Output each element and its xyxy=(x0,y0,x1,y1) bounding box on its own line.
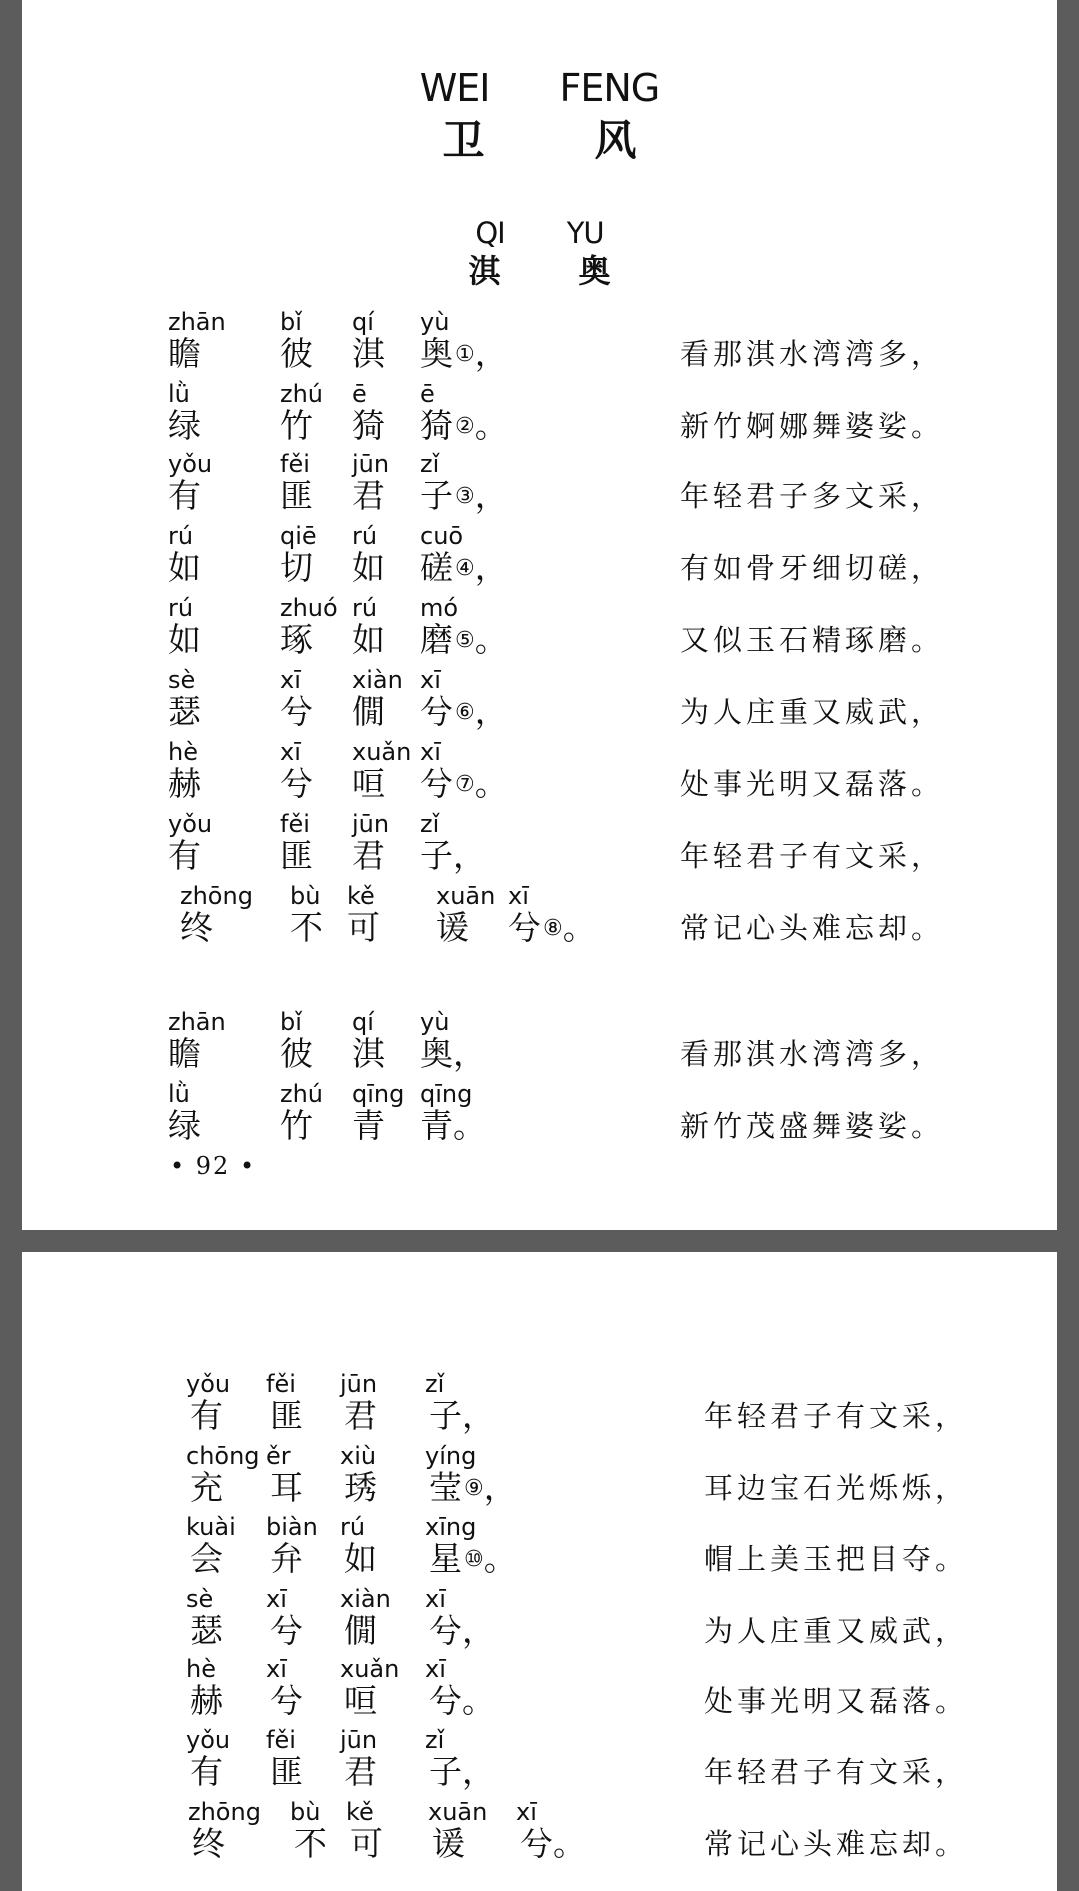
pinyin-syllable: rú xyxy=(340,1513,366,1541)
punctuation: ， xyxy=(483,1468,517,1507)
hanzi-character: 兮 xyxy=(270,1681,303,1720)
poem-line xyxy=(22,1585,1057,1657)
punctuation: 。 xyxy=(474,406,508,445)
hanzi-character: 君 xyxy=(352,476,385,515)
hanzi-character: 兮， xyxy=(429,1611,495,1650)
poem-line xyxy=(22,594,1057,666)
hanzi-character: 琢 xyxy=(280,620,313,659)
pinyin-syllable: xī xyxy=(280,666,301,694)
pinyin-syllable: sè xyxy=(168,666,196,694)
pinyin-syllable: xī xyxy=(516,1798,537,1826)
poem-title-hanzi-qi: 淇 xyxy=(468,252,501,290)
pinyin-syllable: zhú xyxy=(280,1080,324,1108)
hanzi-character: 子， xyxy=(429,1752,495,1791)
poem-title-pinyin-yu: YU xyxy=(566,216,604,250)
hanzi-character: 竹 xyxy=(280,1106,313,1145)
pinyin-syllable: mó xyxy=(420,594,459,622)
pinyin-syllable: kuài xyxy=(186,1513,236,1541)
pinyin-syllable: fěi xyxy=(280,450,310,478)
hanzi-character: 充 xyxy=(190,1468,223,1507)
hanzi-character: 有 xyxy=(168,476,201,515)
modern-translation: 常记心头难忘却。 xyxy=(704,1827,969,1861)
pinyin-syllable: yǒu xyxy=(168,450,213,478)
modern-translation: 年轻君子有文采， xyxy=(704,1399,969,1433)
hanzi-character: 兮。 xyxy=(520,1824,586,1863)
hanzi-character: 瑟 xyxy=(190,1611,223,1650)
pinyin-syllable: qí xyxy=(352,1008,374,1036)
pinyin-syllable: chōng xyxy=(186,1442,260,1470)
poem-line xyxy=(22,308,1057,380)
modern-translation: 常记心头难忘却。 xyxy=(680,911,945,945)
pinyin-syllable: biàn xyxy=(266,1513,318,1541)
hanzi-character: 如 xyxy=(344,1539,377,1578)
hanzi-character: 兮 xyxy=(280,692,313,731)
modern-translation: 帽上美玉把目夺。 xyxy=(704,1542,969,1576)
pinyin-syllable: bù xyxy=(290,882,321,910)
pinyin-syllable: zhuó xyxy=(280,594,338,622)
modern-translation: 看那淇水湾湾多， xyxy=(680,1037,945,1071)
pinyin-syllable: jūn xyxy=(340,1370,378,1398)
pinyin-syllable: rú xyxy=(168,522,194,550)
pinyin-syllable: jūn xyxy=(352,450,390,478)
pinyin-syllable: cuō xyxy=(420,522,464,550)
title-hanzi-wei: 卫 xyxy=(442,116,485,165)
poem-line xyxy=(22,1442,1057,1514)
poem-line xyxy=(22,882,1057,954)
hanzi-character: 有 xyxy=(190,1752,223,1791)
hanzi-character: 咺 xyxy=(344,1681,377,1720)
title-pinyin-wei: WEI xyxy=(419,66,490,110)
hanzi-character: 如 xyxy=(352,620,385,659)
hanzi-character: 匪 xyxy=(270,1396,303,1435)
hanzi-character: 匪 xyxy=(280,476,313,515)
modern-translation: 年轻君子多文采， xyxy=(680,479,945,513)
pinyin-syllable: zǐ xyxy=(420,450,440,478)
punctuation: 。 xyxy=(453,1106,486,1145)
hanzi-character: 青。 xyxy=(420,1106,486,1145)
hanzi-character: 赫 xyxy=(168,764,201,803)
modern-translation: 年轻君子有文采， xyxy=(680,839,945,873)
footnote-marker: ⑩ xyxy=(464,1547,484,1572)
punctuation: ， xyxy=(453,836,486,875)
pinyin-syllable: rú xyxy=(168,594,194,622)
pinyin-syllable: qiē xyxy=(280,522,317,550)
footnote-marker: ⑨ xyxy=(464,1476,484,1501)
book-page-92 xyxy=(22,0,1057,1230)
pinyin-syllable: qīng xyxy=(352,1080,405,1108)
pinyin-syllable: jūn xyxy=(352,810,390,838)
poem-line xyxy=(22,450,1057,522)
hanzi-character: 瑟 xyxy=(168,692,201,731)
poem-line xyxy=(22,522,1057,594)
pinyin-syllable: yù xyxy=(420,1008,450,1036)
pinyin-syllable: ěr xyxy=(266,1442,291,1470)
hanzi-character: 君 xyxy=(344,1396,377,1435)
pinyin-syllable: ē xyxy=(352,380,367,408)
hanzi-character: 兮 xyxy=(280,764,313,803)
hanzi-character: 有 xyxy=(168,836,201,875)
punctuation: 。 xyxy=(474,764,508,803)
hanzi-character: 如 xyxy=(168,548,201,587)
hanzi-character: 切 xyxy=(280,548,313,587)
title-pinyin-feng: FENG xyxy=(559,66,660,110)
pinyin-syllable: xuǎn xyxy=(340,1655,400,1683)
punctuation: ， xyxy=(453,1034,486,1073)
poem-title-pinyin-qi: QI xyxy=(475,216,505,250)
poem-line xyxy=(22,380,1057,452)
hanzi-character: 绿 xyxy=(168,406,201,445)
footnote-marker: ⑥ xyxy=(455,700,475,725)
pinyin-syllable: yǒu xyxy=(186,1370,231,1398)
hanzi-character: 谖 xyxy=(436,908,469,947)
hanzi-character: 赫 xyxy=(190,1681,223,1720)
pinyin-syllable: zhān xyxy=(168,1008,226,1036)
footnote-marker: ① xyxy=(455,342,475,367)
pinyin-syllable: xī xyxy=(280,738,301,766)
hanzi-character: 星⑩。 xyxy=(429,1539,517,1578)
page-number: • 92 • xyxy=(170,1152,257,1180)
modern-translation: 新竹婀娜舞婆娑。 xyxy=(680,409,945,443)
hanzi-character: 猗 xyxy=(352,406,385,445)
poem-line xyxy=(22,1798,1057,1870)
pinyin-syllable: yù xyxy=(420,308,450,336)
hanzi-character: 会 xyxy=(190,1539,223,1578)
pinyin-syllable: rú xyxy=(352,522,378,550)
hanzi-character: 彼 xyxy=(280,1034,313,1073)
footnote-marker: ② xyxy=(455,414,475,439)
poem-line xyxy=(22,738,1057,810)
pinyin-syllable: xuǎn xyxy=(352,738,412,766)
pinyin-syllable: xuān xyxy=(436,882,496,910)
footnote-marker: ⑧ xyxy=(543,916,563,941)
hanzi-character: 奥， xyxy=(420,1034,486,1073)
pinyin-syllable: zǐ xyxy=(425,1370,445,1398)
book-page-continued xyxy=(22,1252,1057,1891)
hanzi-character: 绿 xyxy=(168,1106,201,1145)
pinyin-syllable: yíng xyxy=(425,1442,477,1470)
pinyin-syllable: zhōng xyxy=(180,882,253,910)
hanzi-character: 匪 xyxy=(280,836,313,875)
pinyin-syllable: xīng xyxy=(425,1513,477,1541)
hanzi-character: 淇 xyxy=(352,1034,385,1073)
pinyin-syllable: zhān xyxy=(168,308,226,336)
pinyin-syllable: jūn xyxy=(340,1726,378,1754)
hanzi-character: 兮⑧。 xyxy=(508,908,596,947)
title-pinyin xyxy=(22,66,1057,110)
modern-translation: 新竹茂盛舞婆娑。 xyxy=(680,1109,945,1143)
pinyin-syllable: rú xyxy=(352,594,378,622)
pinyin-syllable: xī xyxy=(420,738,441,766)
modern-translation: 为人庄重又威武， xyxy=(680,695,945,729)
title-hanzi-feng: 风 xyxy=(594,116,637,165)
hanzi-character: 竹 xyxy=(280,406,313,445)
pinyin-syllable: qīng xyxy=(420,1080,473,1108)
modern-translation: 耳边宝石光烁烁， xyxy=(704,1471,969,1505)
footnote-marker: ④ xyxy=(455,556,475,581)
pinyin-syllable: yǒu xyxy=(168,810,213,838)
pinyin-syllable: kě xyxy=(347,882,375,910)
hanzi-character: 猗②。 xyxy=(420,406,508,445)
punctuation: ， xyxy=(462,1611,495,1650)
punctuation: 。 xyxy=(483,1539,517,1578)
modern-translation: 又似玉石精琢磨。 xyxy=(680,623,945,657)
punctuation: 。 xyxy=(474,620,508,659)
hanzi-character: 耳 xyxy=(270,1468,303,1507)
hanzi-character: 兮。 xyxy=(429,1681,495,1720)
pinyin-syllable: fěi xyxy=(266,1370,296,1398)
pinyin-syllable: zǐ xyxy=(420,810,440,838)
hanzi-character: 子③， xyxy=(420,476,508,515)
hanzi-character: 不 xyxy=(290,908,323,947)
hanzi-character: 兮⑥， xyxy=(420,692,508,731)
hanzi-character: 奥①， xyxy=(420,334,508,373)
pinyin-syllable: xuān xyxy=(428,1798,488,1826)
hanzi-character: 瞻 xyxy=(168,1034,201,1073)
pinyin-syllable: hè xyxy=(186,1655,216,1683)
hanzi-character: 子， xyxy=(420,836,486,875)
pinyin-syllable: yǒu xyxy=(186,1726,231,1754)
modern-translation: 处事光明又磊落。 xyxy=(680,767,945,801)
hanzi-character: 琇 xyxy=(344,1468,377,1507)
pinyin-syllable: hè xyxy=(168,738,198,766)
pinyin-syllable: lǜ xyxy=(168,1080,190,1108)
punctuation: ， xyxy=(474,476,508,515)
poem-line xyxy=(22,1370,1057,1442)
poem-line xyxy=(22,810,1057,882)
poem-title-hanzi xyxy=(22,246,1057,292)
pinyin-syllable: xī xyxy=(420,666,441,694)
hanzi-character: 青 xyxy=(352,1106,385,1145)
punctuation: ， xyxy=(462,1396,495,1435)
hanzi-character: 兮 xyxy=(270,1611,303,1650)
pinyin-syllable: xiàn xyxy=(352,666,403,694)
hanzi-character: 可 xyxy=(347,908,380,947)
hanzi-character: 咺 xyxy=(352,764,385,803)
poem-line xyxy=(22,1655,1057,1727)
pinyin-syllable: qí xyxy=(352,308,374,336)
pinyin-syllable: ē xyxy=(420,380,435,408)
modern-translation: 看那淇水湾湾多， xyxy=(680,337,945,371)
title-hanzi xyxy=(22,108,1057,168)
hanzi-character: 莹⑨， xyxy=(429,1468,517,1507)
poem-line xyxy=(22,1513,1057,1585)
hanzi-character: 淇 xyxy=(352,334,385,373)
pinyin-syllable: xī xyxy=(508,882,529,910)
poem-title-pinyin xyxy=(22,216,1057,250)
pinyin-syllable: zhōng xyxy=(188,1798,261,1826)
pinyin-syllable: xī xyxy=(266,1585,287,1613)
poem-line xyxy=(22,1080,1057,1152)
pinyin-syllable: bù xyxy=(290,1798,321,1826)
punctuation: 。 xyxy=(553,1824,586,1863)
modern-translation: 处事光明又磊落。 xyxy=(704,1684,969,1718)
hanzi-character: 子， xyxy=(429,1396,495,1435)
footnote-marker: ③ xyxy=(455,484,475,509)
hanzi-character: 谖 xyxy=(432,1824,465,1863)
hanzi-character: 如 xyxy=(168,620,201,659)
pinyin-syllable: fěi xyxy=(280,810,310,838)
punctuation: 。 xyxy=(462,1681,495,1720)
punctuation: 。 xyxy=(562,908,596,947)
poem-line xyxy=(22,1008,1057,1080)
pinyin-syllable: lǜ xyxy=(168,380,190,408)
hanzi-character: 磋④， xyxy=(420,548,508,587)
pinyin-syllable: xī xyxy=(425,1585,446,1613)
modern-translation: 为人庄重又威武， xyxy=(704,1614,969,1648)
hanzi-character: 瞻 xyxy=(168,334,201,373)
hanzi-character: 如 xyxy=(352,548,385,587)
poem-line xyxy=(22,1726,1057,1798)
hanzi-character: 兮⑦。 xyxy=(420,764,508,803)
punctuation: ， xyxy=(462,1752,495,1791)
pinyin-syllable: xiàn xyxy=(340,1585,391,1613)
pinyin-syllable: bǐ xyxy=(280,1008,302,1036)
punctuation: ， xyxy=(474,334,508,373)
hanzi-character: 君 xyxy=(344,1752,377,1791)
pinyin-syllable: zhú xyxy=(280,380,324,408)
pinyin-syllable: xiù xyxy=(340,1442,377,1470)
hanzi-character: 君 xyxy=(352,836,385,875)
pinyin-syllable: kě xyxy=(346,1798,374,1826)
pinyin-syllable: bǐ xyxy=(280,308,302,336)
hanzi-character: 僩 xyxy=(344,1611,377,1650)
hanzi-character: 有 xyxy=(190,1396,223,1435)
hanzi-character: 匪 xyxy=(270,1752,303,1791)
hanzi-character: 彼 xyxy=(280,334,313,373)
hanzi-character: 僩 xyxy=(352,692,385,731)
hanzi-character: 弁 xyxy=(270,1539,303,1578)
footnote-marker: ⑤ xyxy=(455,628,475,653)
pinyin-syllable: sè xyxy=(186,1585,214,1613)
hanzi-character: 终 xyxy=(180,908,213,947)
poem-title-hanzi-yu: 奥 xyxy=(578,252,611,290)
hanzi-character: 可 xyxy=(350,1824,383,1863)
poem-line xyxy=(22,666,1057,738)
modern-translation: 年轻君子有文采， xyxy=(704,1755,969,1789)
hanzi-character: 不 xyxy=(294,1824,327,1863)
pinyin-syllable: xī xyxy=(425,1655,446,1683)
pinyin-syllable: fěi xyxy=(266,1726,296,1754)
hanzi-character: 磨⑤。 xyxy=(420,620,508,659)
pinyin-syllable: xī xyxy=(266,1655,287,1683)
hanzi-character: 终 xyxy=(192,1824,225,1863)
footnote-marker: ⑦ xyxy=(455,772,475,797)
punctuation: ， xyxy=(474,692,508,731)
modern-translation: 有如骨牙细切磋， xyxy=(680,551,945,585)
punctuation: ， xyxy=(474,548,508,587)
pinyin-syllable: zǐ xyxy=(425,1726,445,1754)
